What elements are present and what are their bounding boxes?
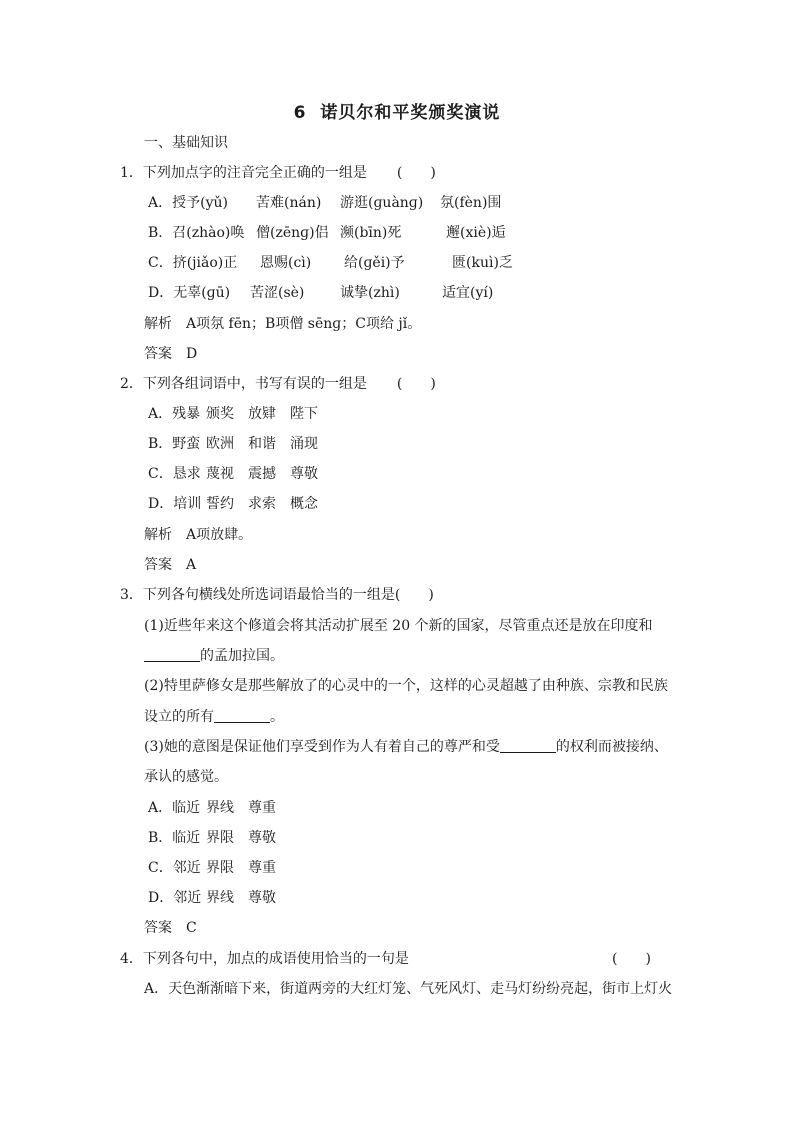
question-1-stem (120, 164, 436, 182)
option-term: 颁奖 (206, 406, 234, 422)
question-3-sentence-2: (2)特里萨修女是那些解放了的心灵中的一个，这样的心灵超越了由种族、宗教和民族 (144, 678, 668, 694)
option-term: 苦难(nán) (256, 195, 322, 211)
question-3-sentence-3-cont: 承认的感觉。 (144, 769, 228, 785)
question-1-option-a (148, 194, 501, 212)
option-term: 界线 (206, 890, 234, 906)
option-term: 涌现 (290, 436, 318, 452)
question-2-stem (120, 375, 436, 393)
sentence-text: 的权利而被接纳、 (555, 739, 668, 755)
option-term: 界限 (206, 860, 234, 876)
option-term: 尊敬 (248, 830, 276, 846)
option-term: 蔑视 (206, 466, 234, 482)
answer-paren: ( ) (612, 951, 651, 967)
lesson-title: 诺贝尔和平奖颁奖演说 (320, 103, 501, 123)
option-term: 给(ɡěi)予 (344, 255, 405, 271)
question-2-option-a (148, 405, 318, 423)
option-term: 放肄 (248, 406, 276, 422)
option-term: A．残暴 (148, 406, 201, 422)
option-term: 概念 (290, 496, 318, 512)
option-term: 濒(bīn)死 (340, 225, 402, 241)
option-term: C．恳求 (148, 466, 201, 482)
fill-blank (144, 647, 200, 662)
option-term: 誓约 (206, 496, 234, 512)
option-term: 和谐 (248, 436, 276, 452)
sentence-text: 。 (270, 709, 284, 725)
lesson-number: 6 (293, 103, 307, 123)
option-term: D．邻近 (148, 890, 202, 906)
option-term: 震撼 (248, 466, 276, 482)
question-3-answer: 答案 C (144, 920, 197, 936)
sentence-text: (3)她的意图是保证他们享受到作为人有着自己的尊严和受 (144, 739, 500, 755)
question-2-option-c (148, 465, 318, 483)
question-4-stem: 4．下列各句中，加点的成语使用恰当的一句是 (120, 951, 409, 967)
option-term: C．邻近 (148, 860, 201, 876)
option-term: 邂(xiè)逅 (446, 225, 506, 241)
question-2-analysis: 解析 A项放肆。 (144, 527, 253, 543)
question-2-option-b (148, 435, 318, 453)
option-term: 尊重 (248, 800, 276, 816)
answer-paren: ( ) (396, 376, 436, 392)
option-term: 尊敬 (248, 890, 276, 906)
option-term: 匮(kuì)乏 (452, 255, 513, 271)
fill-blank (500, 738, 556, 753)
question-1-option-c (148, 254, 513, 272)
option-term: 尊重 (248, 860, 276, 876)
option-term: B．召(zhào)唤 (148, 225, 245, 241)
option-term: D．无辜(ɡū) (148, 285, 231, 301)
option-term: 界线 (206, 800, 234, 816)
option-term: B．临近 (148, 830, 201, 846)
option-term: A．授予(yǔ) (148, 195, 228, 211)
question-2-text: 2．下列各组词语中，书写有误的一组是 (120, 376, 367, 392)
option-term: 氛(fèn)围 (440, 195, 502, 211)
question-3-option-c (148, 859, 276, 877)
question-3-option-d (148, 889, 276, 907)
option-term: 僧(zēnɡ)侣 (256, 225, 329, 241)
option-term: 界限 (206, 830, 234, 846)
sentence-text: 设立的所有 (144, 709, 214, 725)
option-term: 求索 (248, 496, 276, 512)
option-term: 尊敬 (290, 466, 318, 482)
option-term: B．野蛮 (148, 436, 201, 452)
question-3-option-b (148, 829, 276, 847)
option-term: D．培训 (148, 496, 202, 512)
question-3-sentence-1-cont (144, 647, 284, 665)
option-term: 适宜(yí) (442, 285, 494, 301)
question-4-option-a: A．天色渐渐暗下来，街道两旁的大红灯笼、气死风灯、走马灯纷纷亮起，街市上灯火 (144, 981, 673, 997)
option-term: 游逛(ɡuànɡ) (340, 195, 424, 211)
question-1-analysis: 解析 A项氛 fēn；B项僧 sēnɡ；C项给 jǐ。 (144, 316, 422, 332)
question-2-option-d (148, 495, 318, 513)
fill-blank (214, 708, 270, 723)
option-term: 恩赐(cì) (260, 255, 312, 271)
question-3-option-a (148, 799, 276, 817)
question-3-stem: 3．下列各句横线处所选词语最恰当的一组是( ) (120, 587, 434, 603)
question-1-text: 1．下列加点字的注音完全正确的一组是 (120, 165, 367, 181)
option-term: A．临近 (148, 800, 201, 816)
question-1-answer: 答案 D (144, 346, 198, 362)
answer-paren: ( ) (396, 165, 436, 181)
page-title (0, 98, 794, 123)
question-1-option-b (148, 224, 506, 242)
question-3-sentence-2-cont (144, 708, 284, 726)
option-term: 陛下 (290, 406, 318, 422)
option-term: 欧洲 (206, 436, 234, 452)
option-term: C．挤(jiǎo)正 (148, 255, 238, 271)
option-term: 苦涩(sè) (250, 285, 305, 301)
sentence-text: 的孟加拉国。 (200, 648, 284, 664)
question-3-sentence-1: (1)近些年来这个修道会将其活动扩展至 20 个新的国家，尽管重点还是放在印度和 (144, 618, 653, 634)
question-3-sentence-3 (144, 738, 668, 756)
question-1-option-d (148, 284, 493, 302)
section-heading: 一、基础知识 (144, 135, 228, 151)
question-2-answer: 答案 A (144, 557, 197, 573)
option-term: 诚挚(zhì) (340, 285, 400, 301)
